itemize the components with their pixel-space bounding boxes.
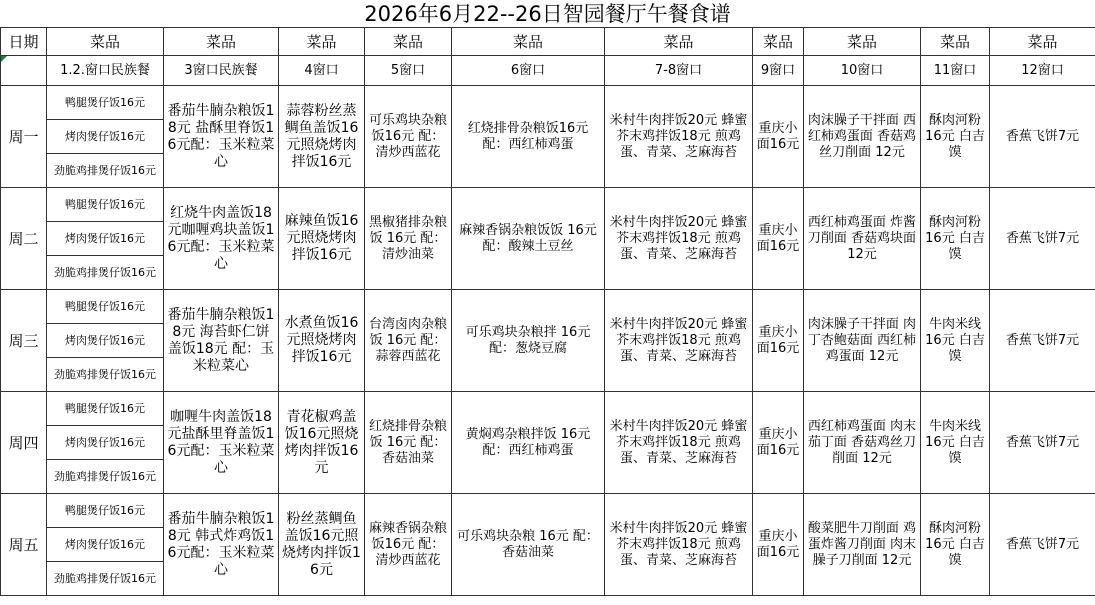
header-dish: 菜品 (921, 28, 990, 56)
day-label: 周四 (1, 392, 47, 494)
claypot-rice-item: 劲脆鸡排煲仔饭16元 (47, 256, 164, 290)
claypot-rice-item: 鸭腿煲仔饭16元 (47, 86, 164, 120)
header-dish: 菜品 (279, 28, 365, 56)
claypot-rice-item: 鸭腿煲仔饭16元 (47, 392, 164, 426)
claypot-rice-item: 烤肉煲仔饭16元 (47, 426, 164, 460)
window-3-dishes: 番茄牛腩杂粮饭18元 韩式炸鸡饭16元配：玉米粒菜心 (164, 494, 279, 596)
day-label: 周五 (1, 494, 47, 596)
window-4-dishes: 麻辣鱼饭16元照烧烤肉拌饭16元 (279, 188, 365, 290)
window-label: 5窗口 (365, 56, 452, 86)
header-dish: 菜品 (753, 28, 804, 56)
header-dish: 菜品 (365, 28, 452, 56)
window-6-dishes: 可乐鸡块杂粮拌 16元 配：葱烧豆腐 (452, 290, 605, 392)
day-label: 周二 (1, 188, 47, 290)
window-12-dishes: 香蕉飞饼7元 (990, 188, 1095, 290)
window-6-dishes: 可乐鸡块杂粮 16元 配：香菇油菜 (452, 494, 605, 596)
window-label: 1.2.窗口民族餐 (47, 56, 164, 86)
header-dish: 菜品 (605, 28, 753, 56)
window-3-dishes: 咖喱牛肉盖饭18元盐酥里脊盖饭16元配：玉米粒菜心 (164, 392, 279, 494)
claypot-rice-item: 鸭腿煲仔饭16元 (47, 188, 164, 222)
menu-day-row (1, 86, 1095, 120)
window-row (1, 56, 1095, 86)
window-label: 3窗口民族餐 (164, 56, 279, 86)
window-5-dishes: 麻辣香锅杂粮饭16元 配：清炒西蓝花 (365, 494, 452, 596)
window-9-dishes: 重庆小面16元 (753, 392, 804, 494)
page-title: 2026年6月22--26日智园餐厅午餐食谱 (364, 2, 731, 26)
window-9-dishes: 重庆小面16元 (753, 86, 804, 188)
window-3-dishes: 红烧牛肉盖饭18元咖喱鸡块盖饭16元配：玉米粒菜心 (164, 188, 279, 290)
window-9-dishes: 重庆小面16元 (753, 494, 804, 596)
window-label: 7-8窗口 (605, 56, 753, 86)
header-dish: 菜品 (47, 28, 164, 56)
window-4-dishes: 水煮鱼饭16元照烧烤肉拌饭16元 (279, 290, 365, 392)
window-3-dishes: 番茄牛腩杂粮饭18元 海苔虾仁饼盖饭18元 配：玉米粒菜心 (164, 290, 279, 392)
window-12-dishes: 香蕉飞饼7元 (990, 494, 1095, 596)
window-label: 10窗口 (804, 56, 921, 86)
window-6-dishes: 麻辣香锅杂粮饭饭 16元 配：酸辣土豆丝 (452, 188, 605, 290)
claypot-rice-item: 烤肉煲仔饭16元 (47, 120, 164, 154)
header-row (1, 28, 1095, 56)
window-7-8-dishes: 米村牛肉拌饭20元 蜂蜜芥末鸡拌饭18元 煎鸡蛋、青菜、芝麻海苔 (605, 290, 753, 392)
window-7-8-dishes: 米村牛肉拌饭20元 蜂蜜芥末鸡拌饭18元 煎鸡蛋、青菜、芝麻海苔 (605, 188, 753, 290)
window-6-dishes: 黄焖鸡杂粮拌饭 16元 配：西红柿鸡蛋 (452, 392, 605, 494)
header-dish: 菜品 (804, 28, 921, 56)
window-11-dishes: 牛肉米线 16元 白吉馍 (921, 392, 990, 494)
window-label: 11窗口 (921, 56, 990, 86)
claypot-rice-item: 烤肉煲仔饭16元 (47, 222, 164, 256)
window-4-dishes: 青花椒鸡盖饭16元照烧烤肉拌饭16元 (279, 392, 365, 494)
window-4-dishes: 粉丝蒸鲷鱼盖饭16元照烧烤肉拌饭16元 (279, 494, 365, 596)
claypot-rice-item: 鸭腿煲仔饭16元 (47, 290, 164, 324)
window-11-dishes: 酥肉河粉 16元 白吉馍 (921, 494, 990, 596)
window-label: 12窗口 (990, 56, 1095, 86)
claypot-rice-item: 劲脆鸡排煲仔饭16元 (47, 154, 164, 188)
window-12-dishes: 香蕉飞饼7元 (990, 86, 1095, 188)
window-3-dishes: 番茄牛腩杂粮饭18元 盐酥里脊饭16元配：玉米粒菜心 (164, 86, 279, 188)
header-dish: 菜品 (452, 28, 605, 56)
window-10-dishes: 西红柿鸡蛋面 肉末茄丁面 香菇鸡丝刀削面 12元 (804, 392, 921, 494)
claypot-rice-item: 烤肉煲仔饭16元 (47, 324, 164, 358)
menu-day-row (1, 494, 1095, 528)
claypot-rice-item: 劲脆鸡排煲仔饭16元 (47, 460, 164, 494)
window-12-dishes: 香蕉飞饼7元 (990, 290, 1095, 392)
window-5-dishes: 可乐鸡块杂粮饭16元 配：清炒西蓝花 (365, 86, 452, 188)
window-7-8-dishes: 米村牛肉拌饭20元 蜂蜜芥末鸡拌饭18元 煎鸡蛋、青菜、芝麻海苔 (605, 494, 753, 596)
window-5-dishes: 黑椒猪排杂粮饭 16元 配：清炒油菜 (365, 188, 452, 290)
window-label: 4窗口 (279, 56, 365, 86)
header-dish: 菜品 (990, 28, 1095, 56)
window-10-dishes: 酸菜肥牛刀削面 鸡蛋炸酱刀削面 肉末臊子刀削面 12元 (804, 494, 921, 596)
menu-day-row (1, 290, 1095, 324)
menu-table (0, 27, 1095, 596)
window-blank (1, 56, 47, 86)
window-4-dishes: 蒜蓉粉丝蒸鲷鱼盖饭16元照烧烤肉拌饭16元 (279, 86, 365, 188)
window-11-dishes: 酥肉河粉 16元 白吉馍 (921, 86, 990, 188)
window-6-dishes: 红烧排骨杂粮饭16元 配：西红柿鸡蛋 (452, 86, 605, 188)
window-10-dishes: 肉沫臊子干拌面 肉丁杏鲍菇面 西红柿鸡蛋面 12元 (804, 290, 921, 392)
menu-day-row (1, 188, 1095, 222)
window-label: 9窗口 (753, 56, 804, 86)
window-10-dishes: 肉沫臊子干拌面 西红柿鸡蛋面 香菇鸡丝刀削面 12元 (804, 86, 921, 188)
claypot-rice-item: 烤肉煲仔饭16元 (47, 528, 164, 562)
window-9-dishes: 重庆小面16元 (753, 188, 804, 290)
window-11-dishes: 酥肉河粉 16元 白吉馍 (921, 188, 990, 290)
window-7-8-dishes: 米村牛肉拌饭20元 蜂蜜芥末鸡拌饭18元 煎鸡蛋、青菜、芝麻海苔 (605, 392, 753, 494)
window-10-dishes: 西红柿鸡蛋面 炸酱刀削面 香菇鸡块面 12元 (804, 188, 921, 290)
window-5-dishes: 台湾卤肉杂粮饭 16元 配：蒜蓉西蓝花 (365, 290, 452, 392)
window-label: 6窗口 (452, 56, 605, 86)
day-label: 周一 (1, 86, 47, 188)
corner-mark (1, 56, 7, 62)
menu-day-row (1, 392, 1095, 426)
claypot-rice-item: 劲脆鸡排煲仔饭16元 (47, 562, 164, 596)
window-12-dishes: 香蕉飞饼7元 (990, 392, 1095, 494)
day-label: 周三 (1, 290, 47, 392)
claypot-rice-item: 劲脆鸡排煲仔饭16元 (47, 358, 164, 392)
window-7-8-dishes: 米村牛肉拌饭20元 蜂蜜芥末鸡拌饭18元 煎鸡蛋、青菜、芝麻海苔 (605, 86, 753, 188)
header-date: 日期 (1, 28, 47, 56)
claypot-rice-item: 鸭腿煲仔饭16元 (47, 494, 164, 528)
window-5-dishes: 红烧排骨杂粮饭 16元 配：香菇油菜 (365, 392, 452, 494)
window-9-dishes: 重庆小面16元 (753, 290, 804, 392)
header-dish: 菜品 (164, 28, 279, 56)
window-11-dishes: 牛肉米线 16元 白吉馍 (921, 290, 990, 392)
